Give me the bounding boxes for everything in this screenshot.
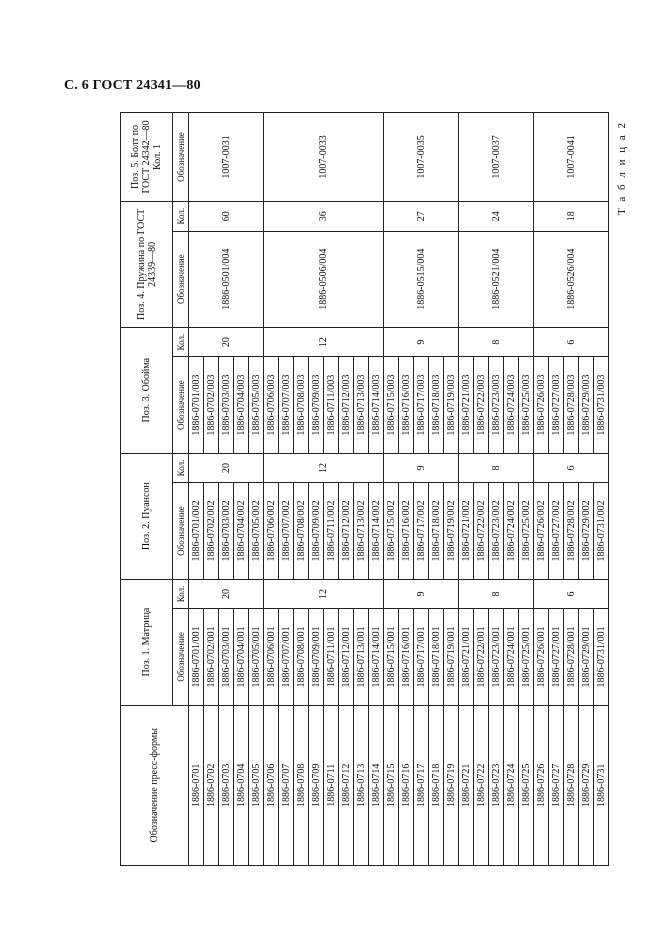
table-caption: Т а б л и ц а 2 — [616, 120, 628, 216]
pos2-designation: 1886-0714/002 — [369, 483, 384, 579]
stub-header: Обозначение пресс-формы — [121, 705, 189, 865]
mold-designation: 1886-0711 — [324, 705, 339, 865]
pos1-designation: 1886-0726/001 — [534, 609, 549, 705]
mold-designation: 1886-0717 — [414, 705, 429, 865]
mold-designation: 1886-0721 — [459, 705, 474, 865]
pos5-designation: 1007-0033 — [264, 113, 384, 202]
pos2-designation: 1886-0707/002 — [279, 483, 294, 579]
mold-designation: 1886-0709 — [309, 705, 324, 865]
mold-designation: 1886-0706 — [264, 705, 279, 865]
mold-designation: 1886-0703 — [219, 705, 234, 865]
pos3-designation: 1886-0731/003 — [594, 357, 609, 453]
pos5-designation: 1007-0041 — [534, 113, 609, 202]
pos2-designation: 1886-0726/002 — [534, 483, 549, 579]
pos1-designation: 1886-0707/001 — [279, 609, 294, 705]
pos3-qty: 12 — [264, 327, 384, 357]
pos3-designation: 1886-0713/003 — [354, 357, 369, 453]
mold-designation: 1886-0722 — [474, 705, 489, 865]
pos4-designation-header: Обозначение — [173, 231, 189, 327]
pos3-qty: 20 — [189, 327, 264, 357]
mold-designation: 1886-0726 — [534, 705, 549, 865]
mold-designation: 1886-0707 — [279, 705, 294, 865]
pos2-designation: 1886-0715/002 — [384, 483, 399, 579]
pos1-designation: 1886-0708/001 — [294, 609, 309, 705]
pos1-designation: 1886-0731/001 — [594, 609, 609, 705]
pos1-designation: 1886-0714/001 — [369, 609, 384, 705]
pos2-designation: 1886-0713/002 — [354, 483, 369, 579]
pos3-designation: 1886-0726/003 — [534, 357, 549, 453]
pos4-designation: 1886-0515/004 — [384, 231, 459, 327]
pos1-qty: 6 — [534, 579, 609, 609]
mold-designation: 1886-0705 — [249, 705, 264, 865]
pos3-designation: 1886-0718/003 — [429, 357, 444, 453]
pos1-designation: 1886-0725/001 — [519, 609, 534, 705]
pos1-designation: 1886-0702/001 — [204, 609, 219, 705]
pos3-designation: 1886-0712/003 — [339, 357, 354, 453]
mold-designation: 1886-0708 — [294, 705, 309, 865]
mold-designation: 1886-0714 — [369, 705, 384, 865]
mold-designation: 1886-0702 — [204, 705, 219, 865]
pos1-designation: 1886-0723/001 — [489, 609, 504, 705]
pos3-designation: 1886-0728/003 — [564, 357, 579, 453]
pos2-designation: 1886-0724/002 — [504, 483, 519, 579]
mold-designation: 1886-0723 — [489, 705, 504, 865]
pos1-designation: 1886-0712/001 — [339, 609, 354, 705]
pos2-designation: 1886-0721/002 — [459, 483, 474, 579]
pos3-designation: 1886-0709/003 — [309, 357, 324, 453]
pos3-designation: 1886-0715/003 — [384, 357, 399, 453]
pos4-designation: 1886-0506/004 — [264, 231, 384, 327]
pos5-designation-header: Обозначение — [173, 113, 189, 202]
table-row — [534, 113, 549, 866]
pos4-qty: 24 — [459, 201, 534, 231]
pos3-designation: 1886-0706/003 — [264, 357, 279, 453]
mold-designation: 1886-0716 — [399, 705, 414, 865]
pos2-designation: 1886-0704/002 — [234, 483, 249, 579]
pos2-designation: 1886-0703/002 — [219, 483, 234, 579]
pos2-designation: 1886-0706/002 — [264, 483, 279, 579]
mold-designation: 1886-0713 — [354, 705, 369, 865]
pos1-qty: 20 — [189, 579, 264, 609]
pos1-designation: 1886-0704/001 — [234, 609, 249, 705]
page-header: С. 6 ГОСТ 24341—80 — [64, 78, 201, 93]
pos3-designation-header: Обозначение — [173, 357, 189, 453]
table-row — [459, 113, 474, 866]
pos1-qty: 12 — [264, 579, 384, 609]
pos2-designation: 1886-0702/002 — [204, 483, 219, 579]
pos1-designation: 1886-0718/001 — [429, 609, 444, 705]
pos3-designation: 1886-0708/003 — [294, 357, 309, 453]
table-row — [384, 113, 399, 866]
pos3-designation: 1886-0711/003 — [324, 357, 339, 453]
pos1-designation: 1886-0721/001 — [459, 609, 474, 705]
pos2-qty: 8 — [459, 453, 534, 483]
pos3-designation: 1886-0705/003 — [249, 357, 264, 453]
pos1-designation: 1886-0706/001 — [264, 609, 279, 705]
pos3-designation: 1886-0724/003 — [504, 357, 519, 453]
pos3-designation: 1886-0707/003 — [279, 357, 294, 453]
table-rotation-frame — [120, 112, 608, 866]
table-body — [189, 113, 609, 866]
pos2-designation: 1886-0718/002 — [429, 483, 444, 579]
pos1-designation: 1886-0729/001 — [579, 609, 594, 705]
mold-designation: 1886-0731 — [594, 705, 609, 865]
pos2-designation: 1886-0731/002 — [594, 483, 609, 579]
pos1-designation: 1886-0724/001 — [504, 609, 519, 705]
pos4-qty-header: Кол. — [173, 201, 189, 231]
pos5-header: Поз. 5. Болт по ГОСТ 24342—80 Кол. 1 — [121, 113, 173, 202]
pos3-designation: 1886-0716/003 — [399, 357, 414, 453]
mold-designation: 1886-0718 — [429, 705, 444, 865]
pos1-designation: 1886-0719/001 — [444, 609, 459, 705]
pos2-designation: 1886-0717/002 — [414, 483, 429, 579]
pos1-qty: 8 — [459, 579, 534, 609]
mold-designation: 1886-0727 — [549, 705, 564, 865]
mold-designation: 1886-0729 — [579, 705, 594, 865]
pos1-designation: 1886-0703/001 — [219, 609, 234, 705]
mold-designation: 1886-0728 — [564, 705, 579, 865]
pos2-designation: 1886-0722/002 — [474, 483, 489, 579]
pos2-designation: 1886-0725/002 — [519, 483, 534, 579]
mold-designation: 1886-0725 — [519, 705, 534, 865]
pos4-designation: 1886-0501/004 — [189, 231, 264, 327]
pos2-designation: 1886-0729/002 — [579, 483, 594, 579]
pos4-qty: 36 — [264, 201, 384, 231]
pos3-designation: 1886-0719/003 — [444, 357, 459, 453]
table-row — [189, 113, 204, 866]
pos1-designation-header: Обозначение — [173, 609, 189, 705]
pos1-designation: 1886-0727/001 — [549, 609, 564, 705]
pos3-designation: 1886-0723/003 — [489, 357, 504, 453]
pos1-designation: 1886-0711/001 — [324, 609, 339, 705]
pos2-designation: 1886-0727/002 — [549, 483, 564, 579]
pos5-designation: 1007-0037 — [459, 113, 534, 202]
pos3-qty-header: Кол. — [173, 327, 189, 357]
pos3-qty: 9 — [384, 327, 459, 357]
pos2-designation: 1886-0711/002 — [324, 483, 339, 579]
pos3-designation: 1886-0714/003 — [369, 357, 384, 453]
pos3-qty: 8 — [459, 327, 534, 357]
pos1-designation: 1886-0709/001 — [309, 609, 324, 705]
pos4-qty: 18 — [534, 201, 609, 231]
pos3-designation: 1886-0702/003 — [204, 357, 219, 453]
pos5-designation: 1007-0035 — [384, 113, 459, 202]
header-row-groups — [121, 113, 173, 866]
pos2-designation: 1886-0712/002 — [339, 483, 354, 579]
pos1-designation: 1886-0722/001 — [474, 609, 489, 705]
pos3-designation: 1886-0701/003 — [189, 357, 204, 453]
pos2-qty: 12 — [264, 453, 384, 483]
pos2-designation: 1886-0719/002 — [444, 483, 459, 579]
pos2-designation: 1886-0701/002 — [189, 483, 204, 579]
pos4-qty: 27 — [384, 201, 459, 231]
pos1-designation: 1886-0713/001 — [354, 609, 369, 705]
pos1-designation: 1886-0728/001 — [564, 609, 579, 705]
mold-designation: 1886-0712 — [339, 705, 354, 865]
pos1-qty: 9 — [384, 579, 459, 609]
pos3-designation: 1886-0721/003 — [459, 357, 474, 453]
pos3-designation: 1886-0729/003 — [579, 357, 594, 453]
pos3-designation: 1886-0704/003 — [234, 357, 249, 453]
pos2-designation: 1886-0716/002 — [399, 483, 414, 579]
pos2-qty-header: Кол. — [173, 453, 189, 483]
pos1-designation: 1886-0717/001 — [414, 609, 429, 705]
rotated-table-container — [120, 112, 608, 866]
parts-table — [120, 112, 609, 866]
pos2-designation: 1886-0728/002 — [564, 483, 579, 579]
pos1-designation: 1886-0715/001 — [384, 609, 399, 705]
pos3-header: Поз. 3. Обойма — [121, 327, 173, 453]
pos2-qty: 9 — [384, 453, 459, 483]
pos1-header: Поз. 1. Матрица — [121, 579, 173, 705]
pos2-designation: 1886-0705/002 — [249, 483, 264, 579]
mold-designation: 1886-0724 — [504, 705, 519, 865]
pos2-qty: 6 — [534, 453, 609, 483]
pos4-qty: 60 — [189, 201, 264, 231]
pos2-designation: 1886-0709/002 — [309, 483, 324, 579]
pos1-designation: 1886-0705/001 — [249, 609, 264, 705]
pos1-qty-header: Кол. — [173, 579, 189, 609]
pos1-designation: 1886-0701/001 — [189, 609, 204, 705]
pos2-designation: 1886-0723/002 — [489, 483, 504, 579]
pos3-designation: 1886-0717/003 — [414, 357, 429, 453]
pos4-designation: 1886-0526/004 — [534, 231, 609, 327]
pos3-designation: 1886-0727/003 — [549, 357, 564, 453]
pos2-header: Поз. 2. Пуансон — [121, 453, 173, 579]
mold-designation: 1886-0701 — [189, 705, 204, 865]
pos4-designation: 1886-0521/004 — [459, 231, 534, 327]
mold-designation: 1886-0715 — [384, 705, 399, 865]
pos3-qty: 6 — [534, 327, 609, 357]
pos2-designation: 1886-0708/002 — [294, 483, 309, 579]
pos2-qty: 20 — [189, 453, 264, 483]
pos5-designation: 1007-0031 — [189, 113, 264, 202]
table-row — [264, 113, 279, 866]
pos4-header: Поз. 4. Пружина по ГОСТ 24339—80 — [121, 201, 173, 327]
pos2-designation-header: Обозначение — [173, 483, 189, 579]
pos3-designation: 1886-0725/003 — [519, 357, 534, 453]
pos1-designation: 1886-0716/001 — [399, 609, 414, 705]
pos3-designation: 1886-0703/003 — [219, 357, 234, 453]
pos3-designation: 1886-0722/003 — [474, 357, 489, 453]
mold-designation: 1886-0704 — [234, 705, 249, 865]
mold-designation: 1886-0719 — [444, 705, 459, 865]
